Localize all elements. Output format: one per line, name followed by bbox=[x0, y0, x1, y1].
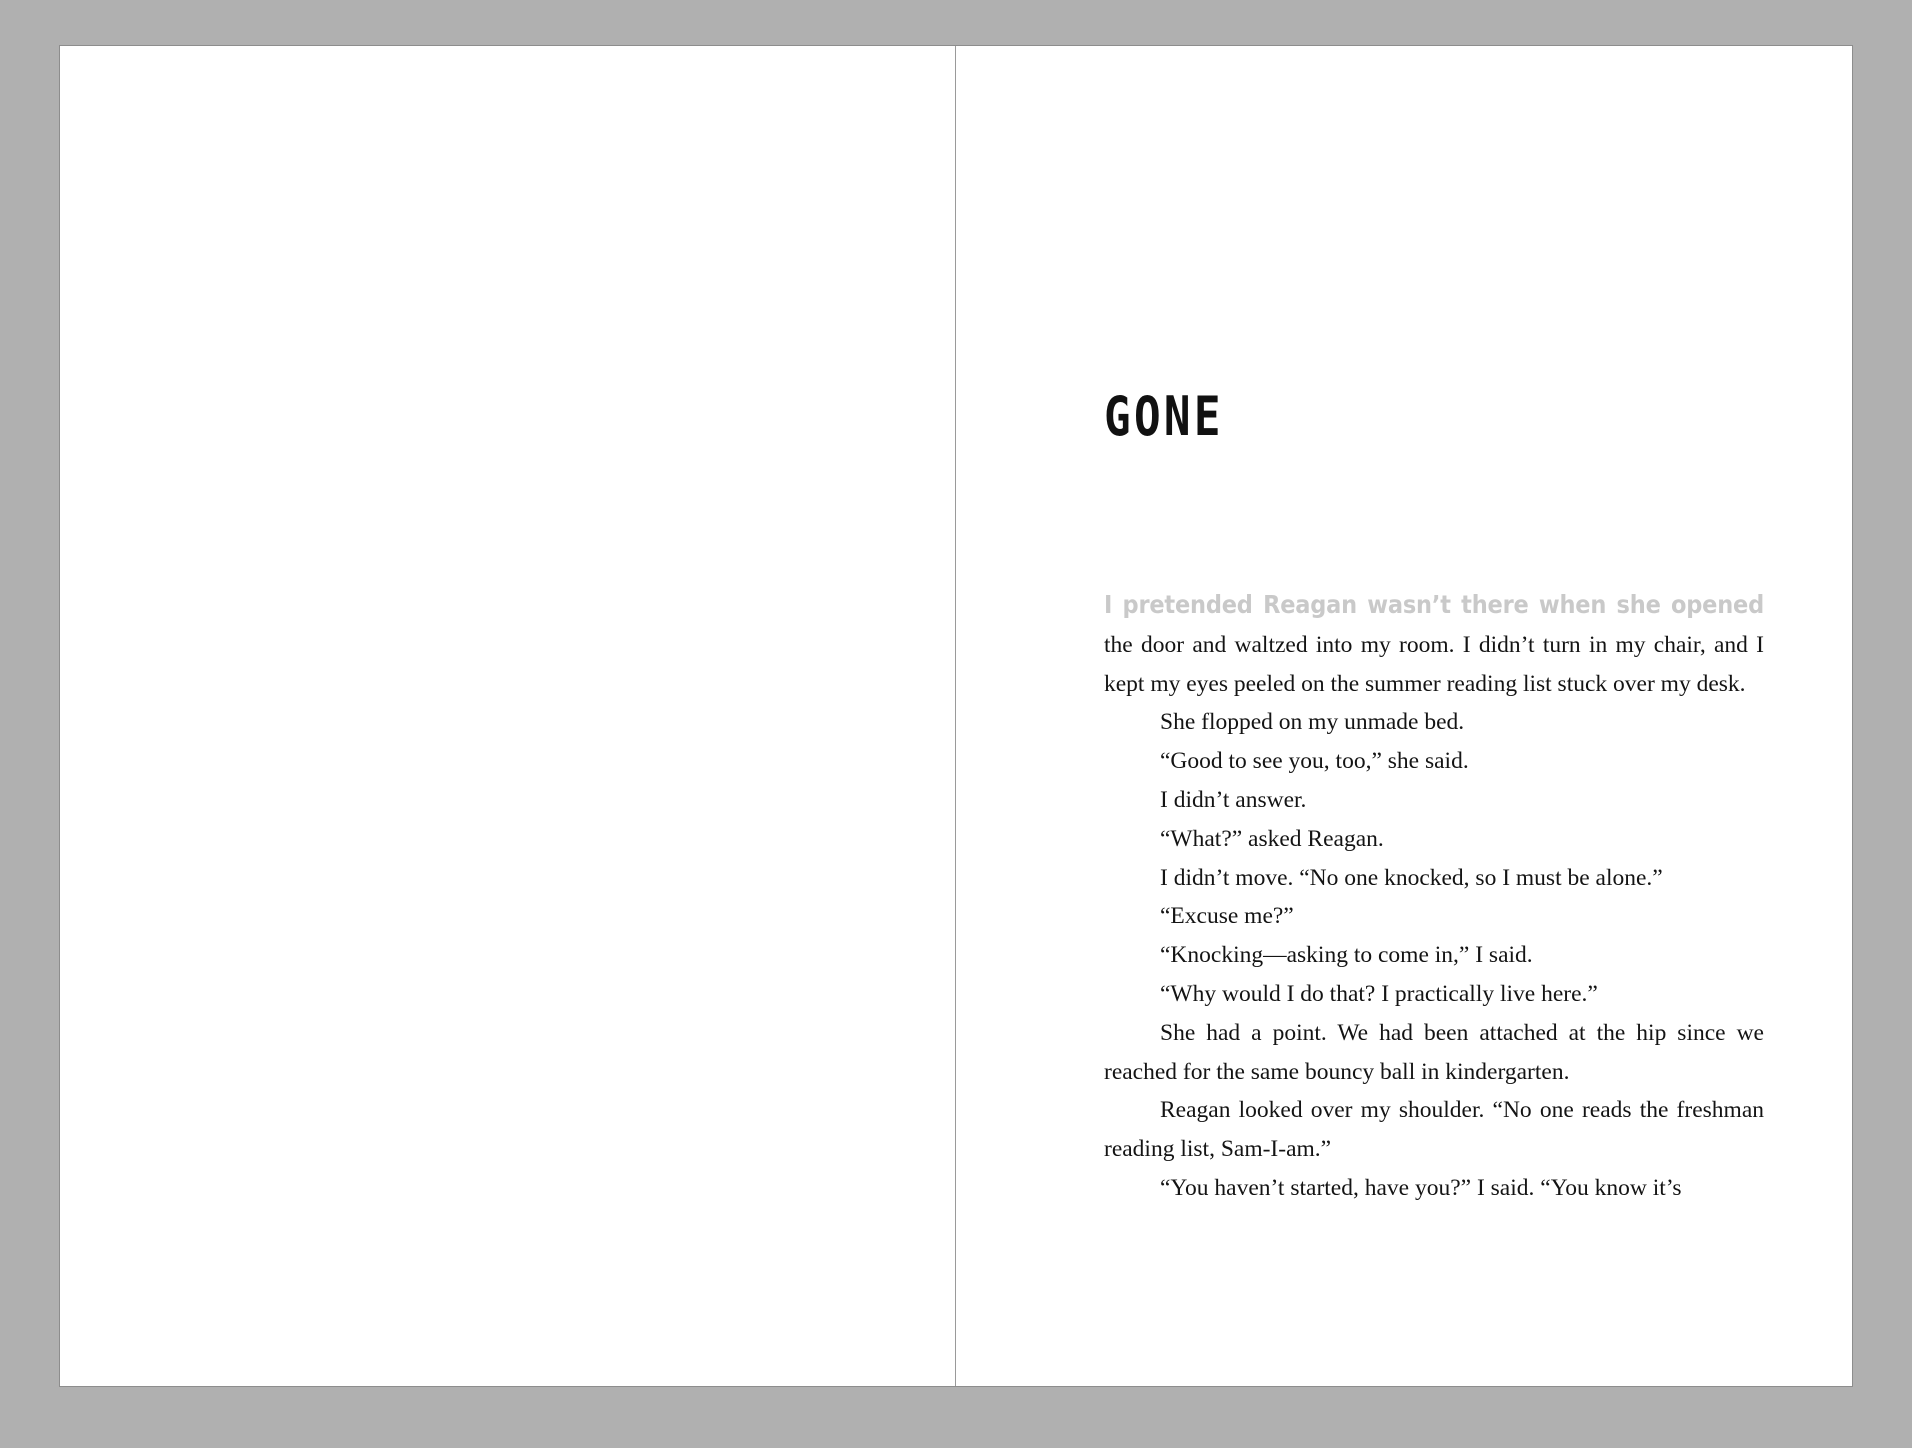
paragraph: She flopped on my unmade bed. bbox=[1160, 709, 1465, 736]
opening-paragraph bbox=[1104, 586, 1764, 703]
paragraph: I didn’t answer. bbox=[1160, 786, 1307, 813]
chapter-title: GONE bbox=[1104, 385, 1224, 448]
paragraph: “Why would I do that? I practically live here.” bbox=[1160, 980, 1598, 1007]
paragraph: “Knocking—asking to come in,” I said. bbox=[1160, 942, 1533, 969]
left-page bbox=[60, 46, 956, 1386]
paragraph: I didn’t move. “No one knocked, so I must be alone.” bbox=[1160, 864, 1663, 891]
lede-text: I pretended Reagan wasn’t there when she opened bbox=[1104, 590, 1764, 619]
chapter-body bbox=[1104, 586, 1764, 1208]
left-page-content bbox=[60, 46, 955, 1386]
paragraph: Reagan looked over my shoulder. “No one reads the freshman reading list, Sam-I-am.” bbox=[1104, 1097, 1764, 1163]
paragraph: “What?” asked Reagan. bbox=[1160, 825, 1384, 852]
paragraph: “Good to see you, too,” she said. bbox=[1160, 748, 1469, 775]
paragraph: “You haven’t started, have you?” I said. “You know it’s bbox=[1160, 1174, 1682, 1201]
opening-paragraph-rest: the door and waltzed into my room. I didn’t turn in my chair, and I kept my eyes peeled on the summer reading list stuck over my desk. bbox=[1104, 631, 1764, 697]
paragraph: She had a point. We had been attached at the hip since we reached for the same bouncy ball in kindergarten. bbox=[1104, 1019, 1764, 1085]
paragraph: “Excuse me?” bbox=[1160, 903, 1294, 930]
